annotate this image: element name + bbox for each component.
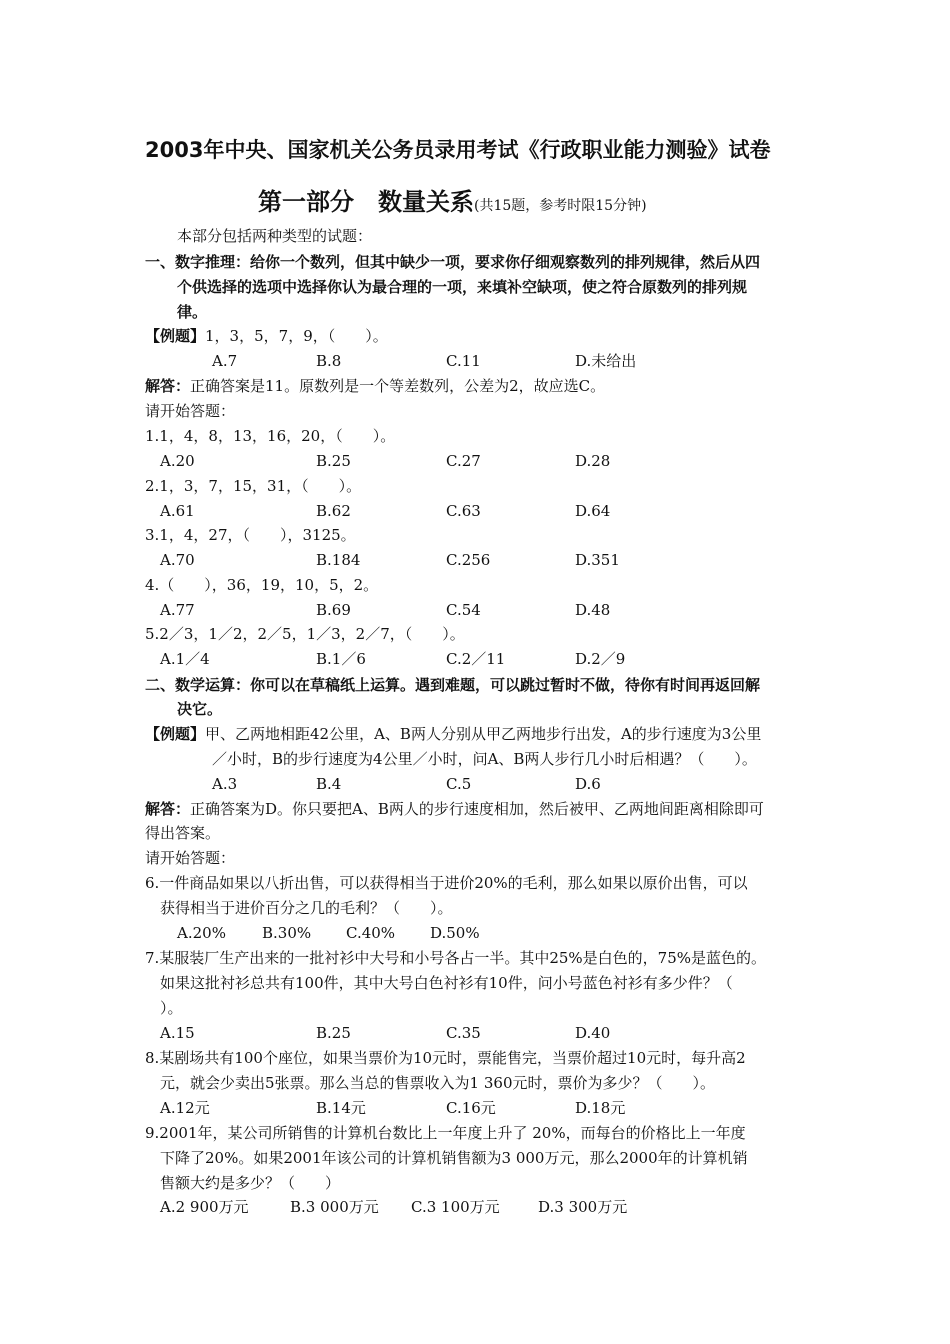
section-heading xyxy=(258,187,647,221)
option-a: A.12元 xyxy=(160,1099,210,1117)
option-b: B.62 xyxy=(316,502,351,520)
question-stem: 8.某剧场共有100个座位，如果当票价为10元时，票能售完，当票价超过10元时，每升高2 xyxy=(145,1049,746,1067)
option-a: A.20% xyxy=(177,924,226,942)
part1-example xyxy=(145,326,388,346)
option-a: A.7 xyxy=(212,352,238,370)
example-text: 甲、乙两地相距42公里，A、B两人分别从甲乙两地步行出发，A的步行速度为3公里 xyxy=(205,725,762,743)
option-c: C.11 xyxy=(446,352,481,370)
option-c: C.256 xyxy=(446,551,491,569)
part2-desc1: 你可以在草稿纸上运算。遇到难题，可以跳过暂时不做，待你有时间再返回解 xyxy=(250,676,761,694)
part2-head: 二、数学运算： xyxy=(145,676,251,694)
option-a: A.15 xyxy=(160,1024,195,1042)
answer-label: 解答： xyxy=(145,800,191,818)
option-c: C.3 100万元 xyxy=(411,1198,500,1216)
option-d: D.未给出 xyxy=(575,352,637,370)
part1-desc1: 给你一个数列，但其中缺少一项，要求你仔细观察数列的排列规律，然后从四 xyxy=(250,253,761,271)
option-b: B.184 xyxy=(316,551,361,569)
question-stem: 9.2001年，某公司所销售的计算机台数比上一年度上升了 20%，而每台的价格比上一年度 xyxy=(145,1124,746,1142)
option-b: B.25 xyxy=(316,452,351,470)
example-text: 1，3，5，7，9，（ ）。 xyxy=(205,327,388,345)
question-stem: 7.某服装厂生产出来的一批衬衫中大号和小号各占一半。其中25%是白色的，75%是蓝色的。 xyxy=(145,949,766,967)
answer-text-cont: 得出答案。 xyxy=(145,824,221,842)
question-stem: 3.1，4，27，（ ），3125。 xyxy=(145,526,356,544)
question-stem-cont: ）。 xyxy=(160,999,183,1017)
document-title: 2003年中央、国家机关公务员录用考试《行政职业能力测验》试卷 xyxy=(145,138,771,162)
option-a: A.20 xyxy=(160,452,195,470)
option-b: B.4 xyxy=(316,775,342,793)
question-stem-cont: 元，就会少卖出5张票。那么当总的售票收入为1 360元时，票价为多少？（ ）。 xyxy=(160,1074,715,1092)
option-b: B.25 xyxy=(316,1024,351,1042)
option-d: D.40 xyxy=(575,1024,611,1042)
option-d: D.50% xyxy=(430,924,480,942)
part2-start: 请开始答题： xyxy=(145,849,236,867)
option-d: D.3 300万元 xyxy=(538,1198,628,1216)
option-a: A.70 xyxy=(160,551,195,569)
section-note: (共15题，参考时限15分钟) xyxy=(474,198,647,214)
part2-answer xyxy=(145,799,764,819)
answer-label: 解答： xyxy=(145,377,191,395)
question-stem: 1.1，4，8，13，16，20，（ ）。 xyxy=(145,427,396,445)
question-stem-cont: 如果这批衬衫总共有100件，其中大号白色衬衫有10件，问小号蓝色衬衫有多少件？（ xyxy=(160,974,733,992)
option-d: D.28 xyxy=(575,452,611,470)
question-stem: 5.2／3，1／2，2／5，1／3，2／7，（ ）。 xyxy=(145,625,465,643)
option-d: D.351 xyxy=(575,551,620,569)
part2-desc2: 决它。 xyxy=(177,700,223,718)
answer-text: 正确答案为D。你只要把A、B两人的步行速度相加，然后被甲、乙两地间距离相除即可 xyxy=(190,800,764,818)
option-a: A.61 xyxy=(160,502,195,520)
option-d: D.48 xyxy=(575,601,611,619)
part2-example xyxy=(145,724,761,744)
option-c: C.5 xyxy=(446,775,472,793)
question-stem-cont: 下降了20%。如果2001年该公司的计算机销售额为3 000万元，那么2000年的计算机销 xyxy=(160,1149,748,1167)
option-c: C.54 xyxy=(446,601,481,619)
question-stem: 2.1，3，7，15，31，（ ）。 xyxy=(145,477,362,495)
question-stem: 4.（ ），36，19，10，5，2。 xyxy=(145,576,379,594)
option-c: C.16元 xyxy=(446,1099,496,1117)
option-b: B.3 000万元 xyxy=(290,1198,379,1216)
part1-head: 一、数字推理： xyxy=(145,253,251,271)
option-d: D.6 xyxy=(575,775,601,793)
option-b: B.1／6 xyxy=(316,650,366,668)
part1-desc2: 个供选择的选项中选择你认为最合理的一项，来填补空缺项，使之符合原数列的排列规 xyxy=(177,278,748,296)
intro-text: 本部分包括两种类型的试题： xyxy=(177,227,373,245)
example-label: 【例题】 xyxy=(145,725,206,743)
part1-desc3: 律。 xyxy=(177,303,208,321)
option-b: B.30% xyxy=(262,924,312,942)
answer-text: 正确答案是11。原数列是一个等差数列，公差为2，故应选C。 xyxy=(190,377,606,395)
question-stem-cont: 获得相当于进价百分之几的毛利？（ ）。 xyxy=(160,899,453,917)
part1-start: 请开始答题： xyxy=(145,402,236,420)
part2-heading xyxy=(145,675,760,695)
option-d: D.2／9 xyxy=(575,650,626,668)
question-stem: 6.一件商品如果以八折出售，可以获得相当于进价20%的毛利，那么如果以原价出售，可以 xyxy=(145,874,748,892)
option-b: B.8 xyxy=(316,352,342,370)
option-d: D.18元 xyxy=(575,1099,626,1117)
option-b: B.14元 xyxy=(316,1099,366,1117)
option-a: A.3 xyxy=(212,775,238,793)
option-d: D.64 xyxy=(575,502,611,520)
question-stem-cont: 售额大约是多少？（ ） xyxy=(160,1174,341,1192)
part1-heading xyxy=(145,252,760,272)
section-title: 第一部分 数量关系 xyxy=(258,188,474,216)
option-a: A.2 900万元 xyxy=(160,1198,249,1216)
option-b: B.69 xyxy=(316,601,351,619)
option-c: C.27 xyxy=(446,452,481,470)
example-label: 【例题】 xyxy=(145,327,206,345)
option-c: C.40% xyxy=(346,924,396,942)
part1-answer xyxy=(145,376,605,396)
option-a: A.1／4 xyxy=(160,650,210,668)
option-c: C.2／11 xyxy=(446,650,506,668)
option-c: C.35 xyxy=(446,1024,481,1042)
option-a: A.77 xyxy=(160,601,195,619)
option-c: C.63 xyxy=(446,502,481,520)
example-text-cont: ／小时，B的步行速度为4公里／小时，问A、B两人步行几小时后相遇？（ ）。 xyxy=(212,750,757,768)
